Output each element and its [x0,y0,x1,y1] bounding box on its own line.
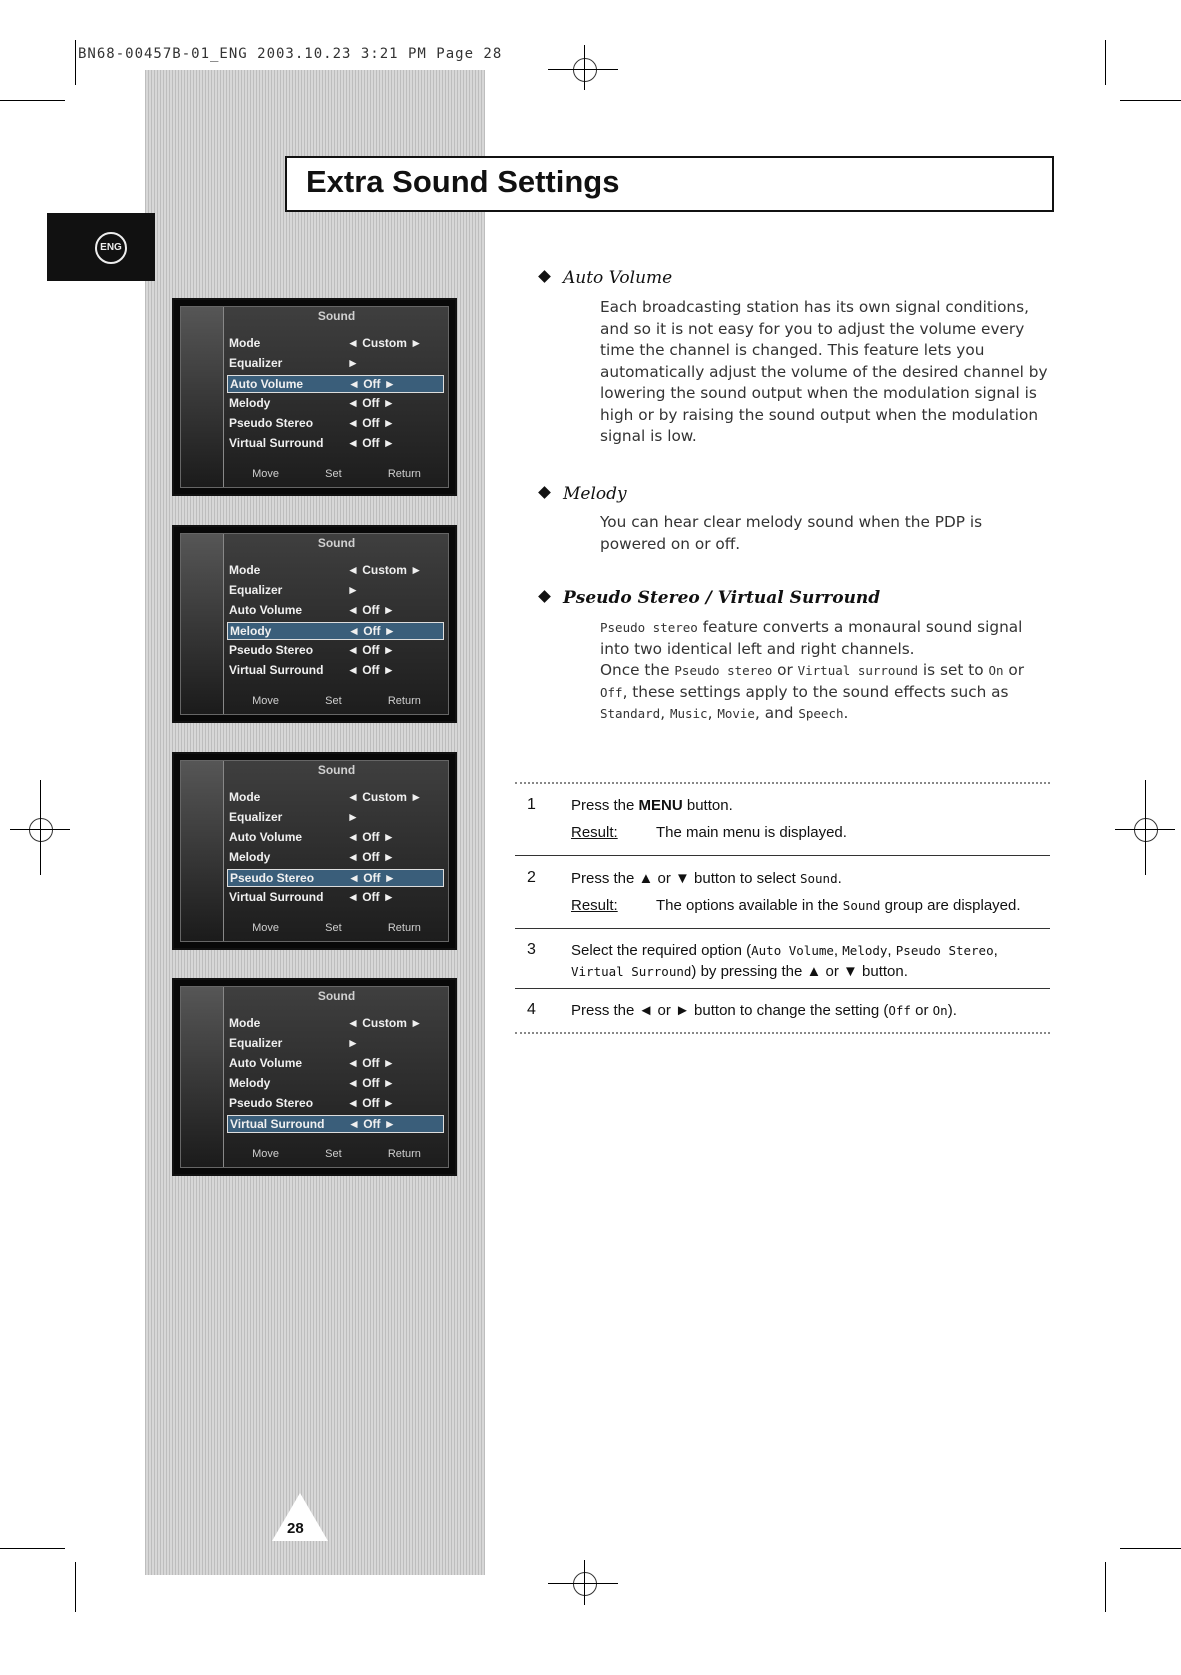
osd-row-label: Equalizer [229,583,283,597]
crop-mark [0,100,65,101]
osd-row-label: Virtual Surround [229,663,324,677]
step-divider [515,928,1050,929]
osd-menu [180,306,449,488]
osd-row [227,829,444,847]
osd-row-label: Melody [229,1076,271,1090]
osd-row-selected [227,622,444,640]
osd-row-label: Auto Volume [229,1056,303,1070]
registration-mark-icon [548,40,618,90]
code-term: Speech [798,706,844,721]
osd-footer-move: Move [252,922,279,934]
osd-row-value: ► [347,1036,359,1050]
step-number: 2 [527,869,536,886]
osd-title: Sound [317,536,356,550]
osd-row-value: ◄ Off ► [347,1056,395,1070]
osd-row-label: Pseudo Stereo [230,871,315,885]
step-2 [571,868,1056,916]
text-run: ) by pressing the ▲ or ▼ button. [691,963,908,980]
osd-footer-move: Move [252,695,279,707]
code-term: Virtual surround [797,663,919,678]
osd-row-value: ◄ Off ► [347,890,395,904]
text-run: ). [947,1002,957,1019]
osd-row-value: ◄ Off ► [347,643,395,657]
text-run: , [660,704,670,722]
osd-row-label: Auto Volume [229,603,303,617]
osd-screen-virtual-surround [172,978,457,1176]
osd-menu [180,760,449,942]
pseudo-paragraph-2 [600,660,1055,725]
osd-title: Sound [317,763,356,777]
crop-mark [1105,40,1106,85]
osd-row-value: ► [347,356,359,370]
code-term: On [988,663,1004,678]
code-term: Music [669,706,708,721]
section-heading-pseudo-stereo [540,588,880,608]
osd-sidebar [181,761,224,941]
osd-row-value: ◄ Off ► [347,436,395,450]
text-run: Press the [571,797,639,814]
osd-row [227,849,444,867]
osd-row-value: ◄ Off ► [347,603,395,617]
section-heading-melody [540,484,627,504]
osd-footer-set: Set [325,1148,342,1160]
result-label: Result: [571,897,618,914]
osd-row-value: ◄ Custom ► [347,1016,423,1030]
osd-row [227,1015,444,1033]
text-run: , [993,942,998,959]
code-term: Off [600,684,623,700]
osd-row [227,1075,444,1093]
osd-title: Sound [317,989,356,1003]
osd-row-value: ◄ Off ► [347,663,395,677]
osd-menu [180,986,449,1168]
steps-bottom-rule [515,1032,1050,1034]
osd-row-value: ◄ Off ► [348,871,396,885]
osd-row [227,1095,444,1113]
osd-row [227,435,444,453]
crop-mark [1120,100,1181,101]
osd-row-selected [227,1115,444,1133]
osd-row [227,562,444,580]
registration-mark-icon [1115,780,1175,880]
osd-row-value: ◄ Custom ► [347,790,423,804]
language-badge-label: ENG [95,232,127,264]
text-run: , [707,704,718,722]
osd-row-label: Virtual Surround [230,1117,325,1131]
registration-mark-icon [10,780,70,880]
osd-footer-return: Return [387,1148,421,1160]
text-run: or [772,661,798,679]
registration-mark-icon [548,1560,618,1610]
code-term: Off [888,1003,911,1018]
osd-screen-pseudo-stereo [172,752,457,950]
crop-mark [1105,1562,1106,1612]
osd-row-value: ► [347,583,359,597]
osd-row-value: ◄ Custom ► [347,336,423,350]
text-run: or [1003,661,1025,679]
crop-mark [1120,1548,1181,1549]
osd-row [227,809,444,827]
osd-row [227,1055,444,1073]
osd-menu [180,533,449,715]
osd-row-label: Mode [229,790,261,804]
text-run: button. [682,797,733,814]
osd-row [227,662,444,680]
osd-row [227,415,444,433]
osd-sidebar [181,307,224,487]
result-text: The options available in the [656,897,843,914]
print-header: BN68-00457B-01_ENG 2003.10.23 3:21 PM Page 28 [78,46,503,62]
section-heading-text: Melody [563,484,627,504]
result-text: group are displayed. [880,897,1021,914]
step-number: 1 [527,796,536,813]
osd-row-label: Equalizer [229,810,283,824]
step-3 [571,940,1041,982]
section-body-auto-volume: Each broadcasting station has its own signal conditions, and so it is not easy for you to adjust the volume every time the channel is changed. This feature lets you automatically adjust the volume of the desired channel by lowering the sound output when the modulation signal is high or by raising the sound output when the modulation signal is low. [600,298,1048,445]
step-divider [515,988,1050,989]
step-number: 4 [527,1001,536,1018]
code-term: Melody [842,943,888,958]
step-1 [571,795,1051,843]
steps-top-rule [515,782,1050,784]
page-number: 28 [287,1520,304,1537]
osd-row-label: Melody [229,850,271,864]
section-heading-text: Pseudo Stereo / Virtual Surround [563,588,881,608]
osd-row-label: Auto Volume [229,830,303,844]
osd-footer [229,922,444,938]
diamond-bullet-icon [538,270,551,283]
osd-row [227,355,444,373]
osd-footer-move: Move [252,1148,279,1160]
code-term: Virtual Surround [571,964,692,979]
text-run: feature converts a monaural sound signal into two identical left and right channels. [600,618,1023,658]
osd-row-value: ◄ Off ► [347,416,395,430]
osd-row-label: Melody [229,396,271,410]
section-heading-auto-volume [540,268,672,288]
osd-row-value: ◄ Off ► [347,1096,395,1110]
osd-footer-return: Return [387,468,421,480]
osd-footer-return: Return [387,922,421,934]
osd-row-label: Mode [229,1016,261,1030]
code-term: Pseudo stereo [600,620,698,635]
menu-button-name: MENU [638,797,683,814]
osd-row-label: Pseudo Stereo [229,1096,314,1110]
osd-footer-set: Set [325,922,342,934]
pseudo-paragraph-1 [600,617,1055,660]
section-heading-text: Auto Volume [563,268,673,288]
osd-row-selected [227,869,444,887]
step-divider [515,855,1050,856]
osd-row-label: Melody [230,624,272,638]
osd-row-value: ◄ Custom ► [347,563,423,577]
text-run: Press the ◄ or ► button to change the setting ( [571,1002,889,1019]
osd-row-label: Pseudo Stereo [229,643,314,657]
code-term: Sound [799,871,838,886]
code-term: Sound [842,898,881,913]
osd-footer [229,1148,444,1164]
code-term: On [932,1003,948,1018]
osd-row-value: ◄ Off ► [347,1076,395,1090]
osd-footer-set: Set [325,695,342,707]
step-number: 3 [527,941,536,958]
osd-row-value: ◄ Off ► [347,830,395,844]
code-term: Pseudo stereo [674,663,773,678]
osd-footer-set: Set [325,468,342,480]
code-term: Standard [600,706,661,721]
osd-row-label: Pseudo Stereo [229,416,314,430]
osd-row-label: Virtual Surround [229,890,324,904]
osd-sidebar [181,534,224,714]
osd-row-value: ◄ Off ► [348,377,396,391]
osd-sidebar [181,987,224,1167]
osd-row-value: ◄ Off ► [347,850,395,864]
osd-footer-return: Return [387,695,421,707]
osd-row-label: Auto Volume [230,377,304,391]
osd-row-value: ◄ Off ► [348,624,396,638]
osd-row [227,642,444,660]
osd-title: Sound [317,309,356,323]
text-run: , these settings apply to the sound effects such as [622,682,1009,701]
osd-row-label: Mode [229,563,261,577]
crop-mark [75,1562,76,1612]
text-run: Press the ▲ or ▼ button to select [571,870,800,887]
osd-row [227,1035,444,1053]
text-run: . [837,870,842,887]
text-run: Select the required option ( [571,942,752,959]
crop-mark [75,40,76,85]
osd-footer [229,695,444,711]
text-run: , [833,942,843,959]
step-4 [571,1000,1051,1021]
crop-mark [0,1548,65,1549]
text-run: , [887,942,896,959]
osd-row-selected [227,375,444,393]
osd-footer-move: Move [252,468,279,480]
text-run: Once the [600,661,675,679]
section-body-melody: You can hear clear melody sound when the PDP is powered on or off. [600,513,983,553]
code-term: Pseudo Stereo [895,943,994,958]
osd-row-label: Equalizer [229,1036,283,1050]
osd-row-label: Mode [229,336,261,350]
osd-row [227,789,444,807]
text-run: . [843,704,849,722]
section-body-pseudo-stereo [600,617,1055,725]
result-text: The main menu is displayed. [656,824,847,841]
osd-footer [229,468,444,484]
page-title: Extra Sound Settings [306,164,620,199]
osd-screen-auto-volume [172,298,457,496]
osd-row-value: ► [347,810,359,824]
text-run: , and [754,704,799,722]
osd-row-label: Virtual Surround [229,436,324,450]
osd-row [227,395,444,413]
code-term: Auto Volume [751,943,834,958]
osd-screen-melody [172,525,457,723]
osd-row-value: ◄ Off ► [347,396,395,410]
osd-row-label: Equalizer [229,356,283,370]
text-run: is set to [918,661,989,679]
osd-row [227,335,444,353]
text-run: or [910,1002,933,1019]
osd-row [227,889,444,907]
osd-row [227,582,444,600]
diamond-bullet-icon [538,590,551,603]
result-label: Result: [571,824,618,841]
osd-row-value: ◄ Off ► [348,1117,396,1131]
diamond-bullet-icon [538,486,551,499]
osd-row [227,602,444,620]
code-term: Movie [717,706,755,721]
